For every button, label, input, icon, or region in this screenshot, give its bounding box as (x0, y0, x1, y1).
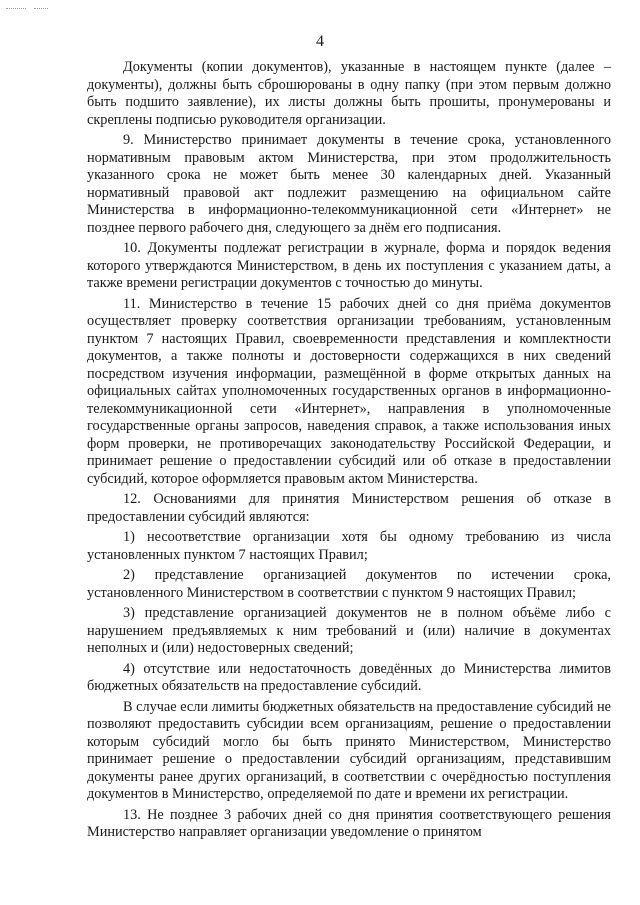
paragraph-item-11: 11. Министерство в течение 15 рабочих дней со дня приёма документов осуществляет проверку соответствия организации требованиям, установленным пунктом 7 настоящих Правил, своевременности представления и комплектности документов, а также полноты и достоверности содержащихся в них сведений посредством изучения информации, размещённой в форме открытых данных на официальных сайтах уполномоченных государственных органов в информационно-телекоммуникационной сети «Интернет», направления в уполномоченные государственные органы запросов, наведения справок, а также использования иных форм проверки, не противоречащих законодательству Российской Федерации, и принимает решение о предоставлении субсидий или об отказе в предоставлении субсидий, которое оформляется правовым актом Министерства. (87, 295, 611, 487)
list-item-12-2: 2) представление организацией документов по истечении срока, установленного Министерством в соответствии с пунктом 9 настоящих Правил; (87, 567, 611, 601)
paragraph-item-9: 9. Министерство принимает документы в течение срока, установленного нормативным правовым актом Министерства, при этом продолжительность указанного срока не может быть менее 30 календарных дней. Указанный нормативный правовой акт подлежит размещению на официальном сайте Министерства в информационно-телекоммуникационной сети «Интернет» не позднее первого рабочего дня, следующего за днём его подписания. (87, 132, 611, 236)
scan-mark (34, 8, 48, 10)
paragraph-item-13: 13. Не позднее 3 рабочих дней со дня принятия соответствующего решения Министерство направляет организации уведомление о принятом (87, 806, 611, 840)
page-number: 4 (316, 33, 324, 50)
scan-mark (6, 8, 26, 10)
paragraph-item-12: 12. Основаниями для принятия Министерством решения об отказе в предоставлении субсидий являются: (87, 491, 611, 525)
list-item-12-4: 4) отсутствие или недостаточность доведённых до Министерства лимитов бюджетных обязательств на предоставление субсидий. (87, 660, 611, 694)
paragraph-limits: В случае если лимиты бюджетных обязательств на предоставление субсидий не позволяют предоставить субсидии всем организациям, решение о предоставлении которым субсидий могло бы быть принято Министерством, Министерство принимает решение о предоставлении субсидий организациям, представившим документы ранее других организаций, в соответствии с очерёдностью поступления документов в Министерство, определяемой по дате и времени их регистрации. (87, 698, 611, 802)
paragraph-documents-binding: Документы (копии документов), указанные в настоящем пункте (далее – документы), должны быть сброшюрованы в одну папку (при этом первым должно быть подшито заявление), их листы должны быть прошиты, пронумерованы и скреплены подписью руководителя организации. (87, 59, 611, 128)
list-item-12-1: 1) несоответствие организации хотя бы одному требованию из числа установленных пунктом 7 настоящих Правил; (87, 529, 611, 563)
paragraph-item-10: 10. Документы подлежат регистрации в журнале, форма и порядок ведения которого утверждаются Министерством, в день их поступления с указанием даты, а также времени регистрации документов с точностью до минуты. (87, 240, 611, 291)
list-item-12-3: 3) представление организацией документов не в полном объёме либо с нарушением предъявляемых к ним требований и (или) наличие в документах неполных и (или) недостоверных сведений; (87, 605, 611, 656)
document-body (87, 59, 611, 842)
